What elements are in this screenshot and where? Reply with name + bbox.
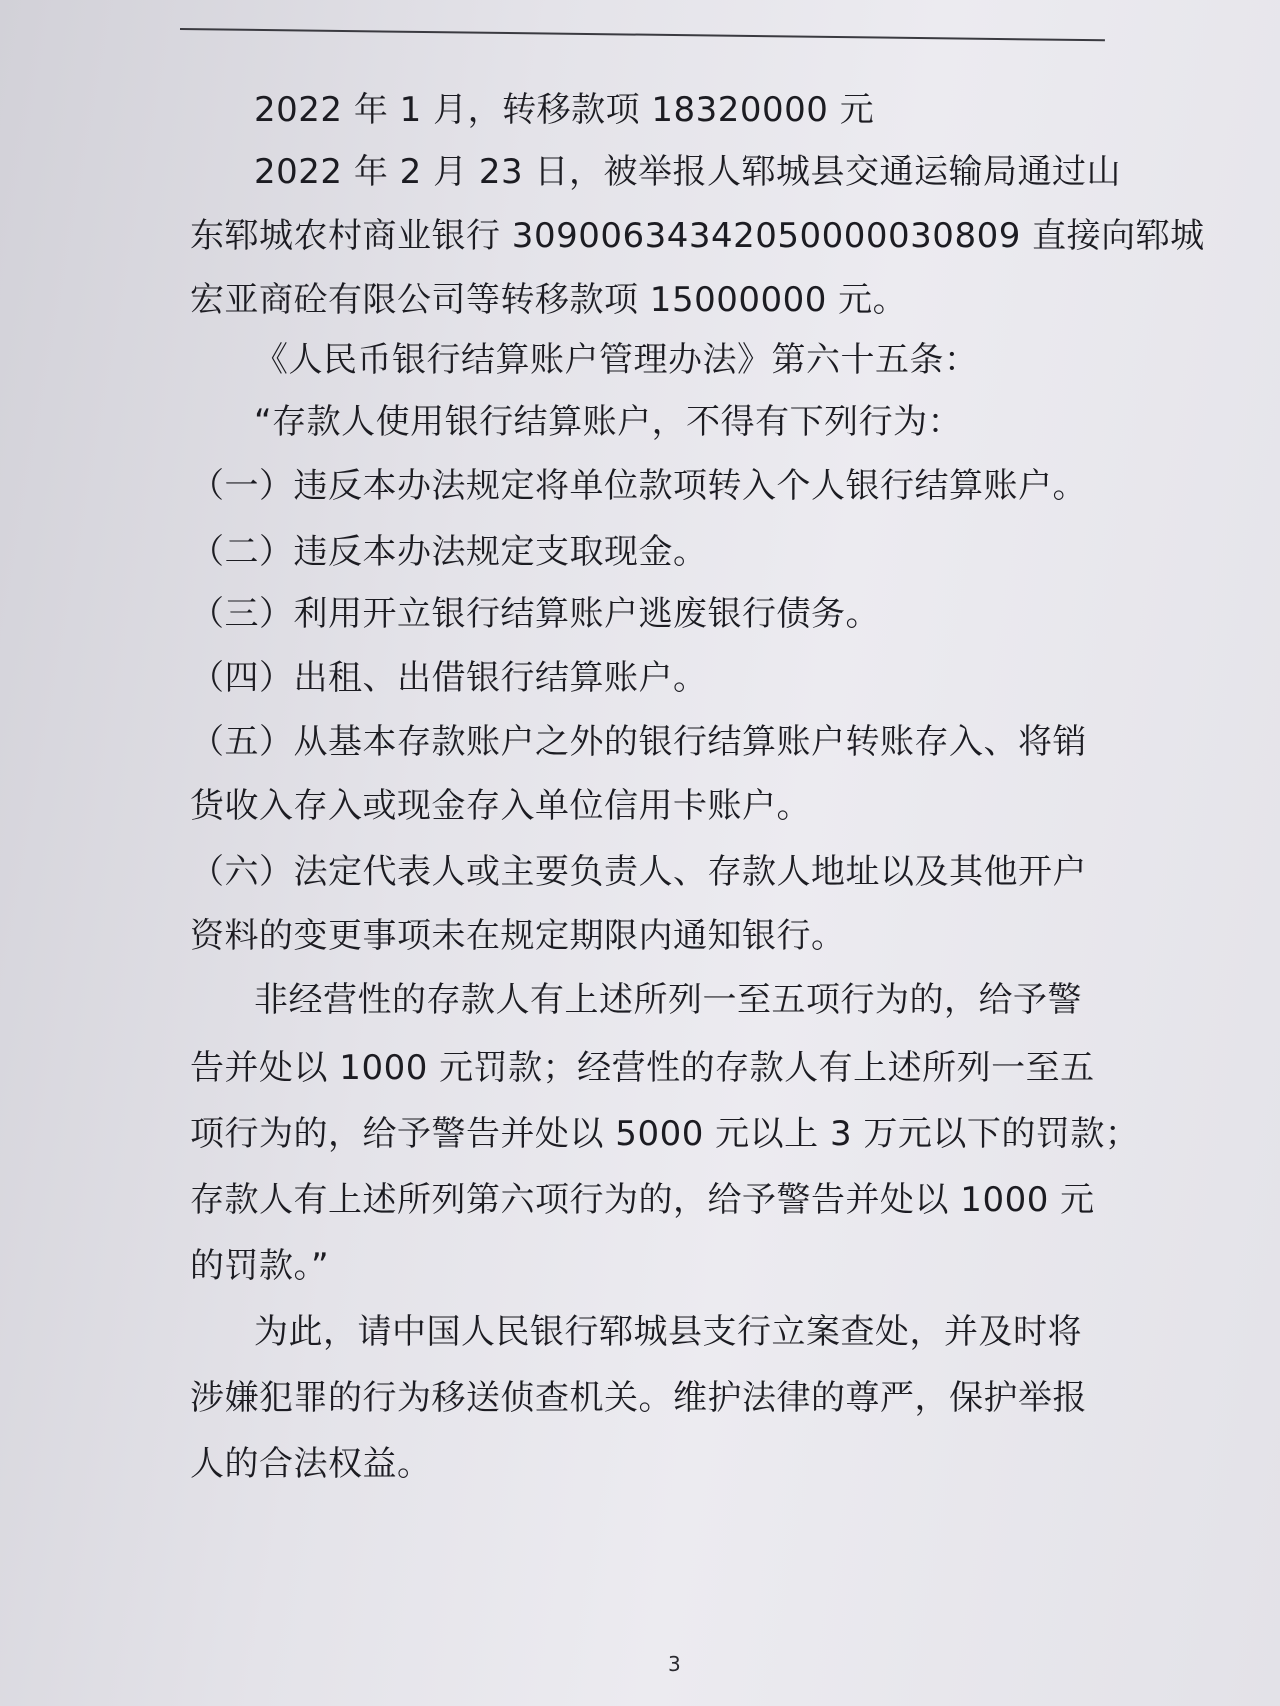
text-line: 资料的变更事项未在规定期限内通知银行。 (190, 916, 846, 956)
text-line: 货收入存入或现金存入单位信用卡账户。 (190, 786, 811, 826)
text-line: （六）法定代表人或主要负责人、存款人地址以及其他开户 (190, 852, 1087, 892)
page-number: 3 (668, 1652, 681, 1676)
text-line: 非经营性的存款人有上述所列一至五项行为的，给予警 (254, 980, 1082, 1020)
text-line: （四）出租、出借银行结算账户。 (190, 658, 708, 698)
text-line: 为此，请中国人民银行郓城县支行立案查处，并及时将 (254, 1312, 1082, 1352)
text-line: 人的合法权益。 (190, 1444, 432, 1484)
text-line: （一）违反本办法规定将单位款项转入个人银行结算账户。 (190, 466, 1087, 506)
text-line: （三）利用开立银行结算账户逃废银行债务。 (190, 594, 880, 634)
text-line: 《人民币银行结算账户管理办法》第六十五条： (254, 340, 979, 380)
text-line: 东郓城农村商业银行 30900634342050000030809 直接向郓城 (190, 216, 1205, 256)
header-rule (180, 28, 1105, 41)
text-line: 存款人有上述所列第六项行为的，给予警告并处以 1000 元 (190, 1180, 1095, 1220)
text-line: 2022 年 1 月，转移款项 18320000 元 (254, 90, 875, 130)
text-line: “存款人使用银行结算账户，不得有下列行为： (254, 402, 963, 442)
text-line: 涉嫌犯罪的行为移送侦查机关。维护法律的尊严，保护举报 (190, 1378, 1087, 1418)
text-line: 宏亚商砼有限公司等转移款项 15000000 元。 (190, 280, 908, 320)
text-line: 2022 年 2 月 23 日，被举报人郓城县交通运输局通过山 (254, 152, 1121, 192)
text-line: 告并处以 1000 元罚款；经营性的存款人有上述所列一至五 (190, 1048, 1095, 1088)
text-line: （五）从基本存款账户之外的银行结算账户转账存入、将销 (190, 722, 1087, 762)
text-line: 的罚款。” (190, 1246, 330, 1286)
text-line: （二）违反本办法规定支取现金。 (190, 532, 708, 572)
text-line: 项行为的，给予警告并处以 5000 元以上 3 万元以下的罚款； (190, 1114, 1140, 1154)
